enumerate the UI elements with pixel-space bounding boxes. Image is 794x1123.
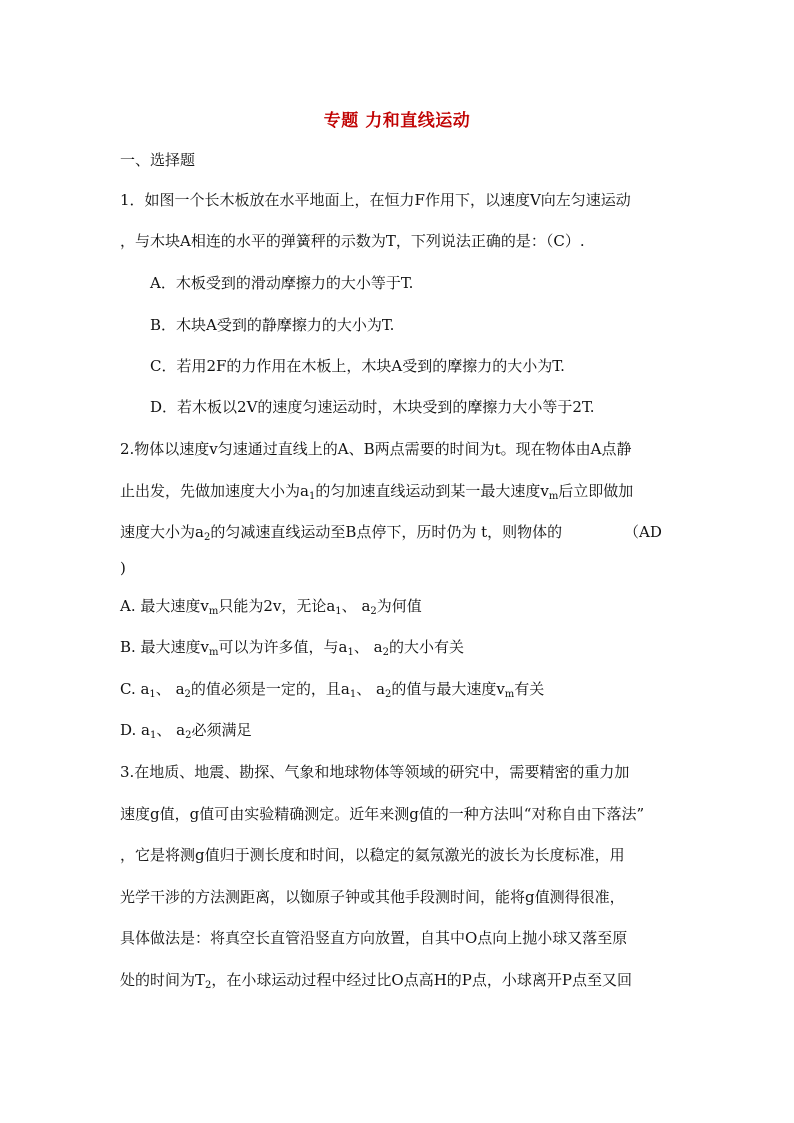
q1-option-b: B．木块A受到的静摩擦力的大小为T.: [150, 316, 395, 334]
q3-line-6: 处的时间为$T_2$，在小球运动过程中经过比O点高H的P点，小球离开P点至又回: [120, 971, 632, 991]
q3-line-3: ，它是将测g值归于测长度和时间，以稳定的氦氖激光的波长为长度标准，用: [120, 846, 625, 864]
page-title: 专题 力和直线运动: [323, 111, 471, 131]
q3-line-2: 速度g值，g值可由实验精确测定。近年来测g值的一种方法叫“对称自由下落法”: [120, 805, 645, 823]
q3-line-4: 光学干涉的方法测距离，以铷原子钟或其他手段测时间，能将g值测得很准，: [120, 888, 625, 906]
q1-line-2: ，与木块A相连的水平的弹簧秤的示数为T，下列说法正确的是：（C）.: [120, 232, 585, 250]
q2-option-c: C. $a_1$、 $a_2$的值必须是一定的，且$a_1$、 $a_2$的值与最大速度$v_m$有关: [120, 680, 545, 700]
q2-option-a: A. 最大速度$v_m$只能为2v，无论$a_1$、 $a_2$为何值: [120, 597, 422, 617]
q2-line-1: 2.物体以速度v匀速通过直线上的A、B两点需要的时间为t。现在物体由A点静: [120, 440, 632, 458]
q2-option-b: B. 最大速度$v_m$可以为许多值，与$a_1$、 $a_2$的大小有关: [120, 638, 464, 658]
q2-line-3: 速度大小为$a_2$的匀减速直线运动至B点停下，历时仍为 t，则物体的: [120, 523, 563, 543]
q3-line-1: 3.在地质、地震、勘探、气象和地球物体等领域的研究中，需要精密的重力加: [120, 763, 630, 781]
section-heading: 一、选择题: [120, 151, 196, 169]
q2-line-2: 止出发，先做加速度大小为$a_1$的匀加速直线运动到某一最大速度$v_m$后立即做加: [120, 482, 634, 502]
q1-line-1: 1．如图一个长木板放在水平地面上，在恒力F作用下，以速度V向左匀速运动: [120, 191, 631, 209]
q2-line-4: ): [120, 559, 126, 577]
q1-option-a: A．木板受到的滑动摩擦力的大小等于T.: [150, 274, 414, 292]
q1-option-c: C．若用2F的力作用在木板上，木块A受到的摩擦力的大小为T.: [150, 357, 565, 375]
q2-answer: （AD: [624, 523, 662, 541]
q2-option-d: D. $a_1$、 $a_2$必须满足: [120, 721, 252, 741]
q1-option-d: D．若木板以2V的速度匀速运动时，木块受到的摩擦力大小等于2T.: [150, 398, 595, 416]
q3-line-5: 具体做法是：将真空长直管沿竖直方向放置，自其中O点向上抛小球又落至原: [120, 929, 628, 947]
